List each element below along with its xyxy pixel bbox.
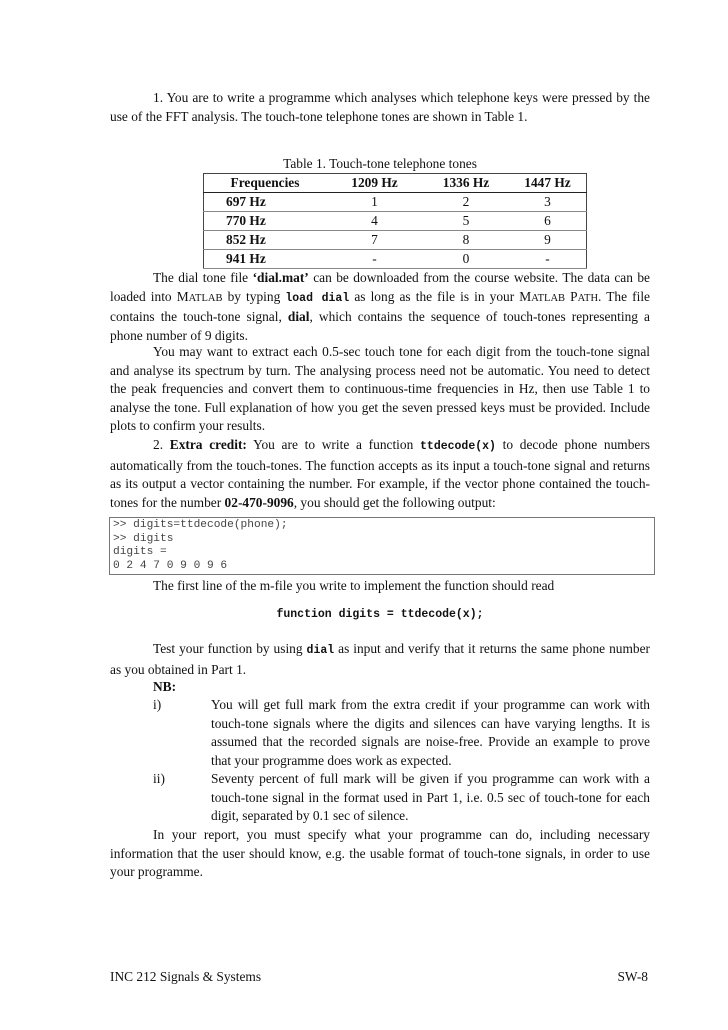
dial-variable: dial: [287, 309, 310, 325]
text-span: The first line of the m-file you write to implement the function should read: [153, 578, 555, 593]
table-row: [204, 193, 587, 212]
paragraph-question-1: [110, 89, 650, 126]
table-cell: 7: [326, 231, 423, 250]
table-row-header: 941 Hz: [204, 250, 327, 269]
phone-number-example: 02-470-9096: [224, 494, 294, 510]
table-cell: 4: [326, 212, 423, 231]
table-header-cell: 1209 Hz: [326, 174, 423, 193]
list-item-text: Seventy percent of full mark will be given if you programme can work with a touch-tone signal in the format used in Part 1, i.e. 0.5 sec of touch-tone for each digit, separated by 0.1 sec of silence.: [211, 771, 650, 824]
nb-text: NB:: [153, 679, 177, 694]
code-line: 0 2 4 7 0 9 0 9 6: [113, 559, 228, 572]
text-span: by typing: [222, 288, 286, 304]
text-span: . The file contains the touch-tone signal,: [110, 288, 650, 325]
table-header-row: [204, 174, 587, 193]
table-cell: 8: [423, 231, 509, 250]
table-header-cell: Frequencies: [204, 174, 327, 193]
table-cell: 2: [423, 193, 509, 212]
table-cell: 6: [509, 212, 587, 231]
list-item-number: i): [153, 697, 162, 712]
code-line: digits =: [113, 546, 167, 559]
text-span: P: [565, 288, 578, 304]
code-line: >> digits=ttdecode(phone);: [113, 519, 288, 531]
ttdecode-function-name: ttdecode(x): [420, 440, 496, 453]
paragraph-test-function: [110, 640, 650, 679]
table-row-header: 697 Hz: [204, 193, 327, 212]
list-item-number: ii): [153, 771, 165, 786]
text-span: Test your function by using: [153, 641, 307, 656]
nb-label: [153, 678, 650, 697]
code-line: >> digits: [113, 532, 174, 545]
table-row: [204, 212, 587, 231]
touch-tone-table: [203, 173, 587, 269]
function-declaration: function digits = ttdecode(x);: [276, 608, 484, 621]
table-header-cell: 1447 Hz: [509, 174, 587, 193]
paragraph-question-2: [110, 436, 650, 512]
paragraph-first-line: [110, 577, 650, 596]
table-cell: 9: [509, 231, 587, 250]
table-cell: 5: [423, 212, 509, 231]
code-output-box: [109, 517, 655, 575]
paragraph-analysis: [110, 343, 650, 436]
smallcaps-span: ATH: [577, 292, 599, 304]
text-span: In your report, you must specify what your programme can do, including necessary information that the user should know, e.g. the usable format of touch-tone signals, in order to use your programme.: [110, 827, 650, 880]
table-row-header: 770 Hz: [204, 212, 327, 231]
table-cell: 1: [326, 193, 423, 212]
extra-credit-label: Extra credit:: [169, 437, 247, 452]
table-cell: 3: [509, 193, 587, 212]
table-row: [204, 231, 587, 250]
text-span: You are to write a function: [246, 437, 421, 452]
table-header-cell: 1336 Hz: [423, 174, 509, 193]
question-1-text: 1. You are to write a programme which analyses which telephone keys were pressed by the use of the FFT analysis. The touch-tone telephone tones are shown in Table 1.: [110, 90, 650, 124]
table-row: [204, 250, 587, 269]
text-span: You may want to extract each 0.5-sec touch tone for each digit from the touch-tone signal and analyse its spectrum by turn. The analysing process need not be automatic. You need to detect the peak frequencies and convert them to continuous-time frequencies in Hz, then use Table 1 to analyse the tone. Full explanation of how you get the seven pressed keys must be provided. Include plots to confirm your results.: [110, 344, 650, 434]
smallcaps-span: ATLAB: [188, 292, 223, 304]
paragraph-dial-file: [110, 269, 650, 345]
table-cell: -: [509, 250, 587, 269]
text-span: as input and verify that it returns the same phone number as you obtained in Part 1.: [110, 641, 650, 677]
dial-mat-filename: ‘dial.mat’: [252, 270, 309, 285]
paragraph-report: [110, 826, 650, 882]
text-span: can be downloaded from the course website. The data can be loaded into M: [110, 270, 650, 304]
table-cell: 0: [423, 250, 509, 269]
text-span: as long as the file is in your M: [349, 288, 532, 304]
dial-input-code: dial: [306, 644, 335, 657]
text-span: , you should get the following output:: [293, 494, 496, 510]
list-item-text: You will get full mark from the extra credit if your programme can work with touch-tone signals where the digits and silences can have varying lengths. It is assumed that the recorded signals are noise-free. Provide an example to prove that your programme does work as expected.: [211, 697, 650, 768]
footer-page-number: SW-8: [617, 969, 648, 984]
table-cell: -: [326, 250, 423, 269]
text-span: 2.: [153, 437, 170, 452]
table-caption: Table 1. Touch-tone telephone tones: [283, 156, 477, 171]
load-dial-command: load dial: [285, 291, 350, 305]
smallcaps-span: ATLAB: [531, 292, 566, 304]
text-span: to decode phone numbers automatically from the touch-tones. The function accepts as its input a touch-tone signal and returns as its output a vector containing the number. For example, if the vector phone contained the touch-tones for the number: [110, 437, 650, 510]
footer-course-title: INC 212 Signals & Systems: [110, 969, 262, 984]
text-span: The dial tone file: [153, 270, 253, 285]
text-span: , which contains the sequence of touch-tones representing a phone number of 9 digits.: [110, 309, 650, 343]
table-row-header: 852 Hz: [204, 231, 327, 250]
